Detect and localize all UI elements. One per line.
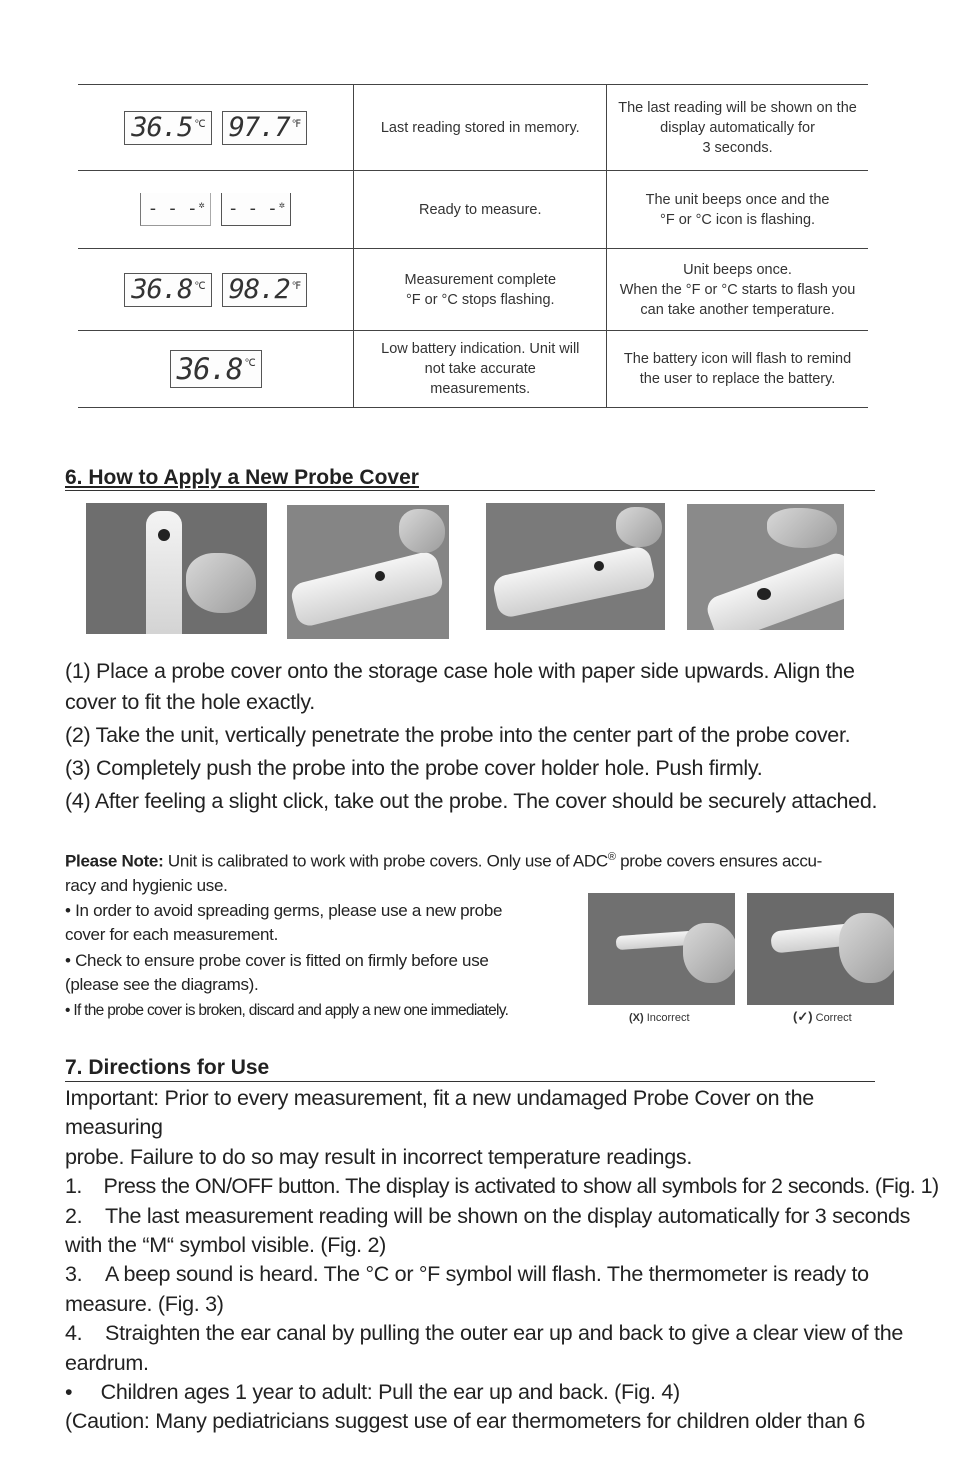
text-line: 3. A beep sound is heard. The °C or °F symbol will flash. The thermometer is ready to	[65, 1262, 869, 1287]
section-heading	[65, 466, 875, 491]
flashing-unit-icon: ✲	[278, 200, 284, 211]
section-heading-text: 7. Directions for Use	[65, 1056, 270, 1079]
detail-line: 3 seconds.	[702, 139, 773, 156]
directions-text	[65, 1084, 939, 1437]
text-line: 4. Straighten the ear canal by pulling the outer ear up and back to give a clear view of the	[65, 1321, 904, 1346]
correct-caption	[793, 1009, 852, 1025]
meaning-text: Last reading stored in memory.	[380, 119, 580, 136]
text-line: 2. The last measurement reading will be shown on the display automatically for 3 seconds	[65, 1203, 911, 1228]
text-line: • Children ages 1 year to adult: Pull the ear up and back. (Fig. 4)	[65, 1380, 680, 1405]
text-line: probe. Failure to do so may result in incorrect temperature readings.	[65, 1144, 692, 1169]
lcd-value: 36.8	[131, 273, 193, 305]
step-text: (1) Place a probe cover onto the storage case hole with paper side upwards. Align the cover to fit the hole exactly.	[65, 659, 855, 714]
caption-text: Correct	[812, 1012, 852, 1024]
text-line: with the “M“ symbol visible. (Fig. 2)	[65, 1233, 387, 1258]
detail-line: The battery icon will flash to remind	[623, 351, 852, 367]
detail-line: can take another temperature.	[640, 301, 835, 318]
lcd-value: 36.8	[176, 352, 243, 386]
detail-line: the user to replace the battery.	[639, 371, 836, 387]
display-symbols-table	[78, 84, 868, 408]
table-row	[78, 249, 868, 331]
probe-cover-step-4-photo	[687, 504, 844, 630]
celsius-icon: ℃	[194, 280, 205, 292]
detail-line: The last reading will be shown on the	[618, 99, 857, 116]
lcd-cell	[78, 171, 354, 249]
note-line: racy and hygienic use.	[65, 875, 228, 895]
check-mark-icon: (✓)	[793, 1009, 813, 1024]
step-text: (4) After feeling a slight click, take out the probe. The cover should be securely attached.	[65, 789, 878, 813]
bullet-line: cover for each measurement.	[65, 925, 278, 944]
table-row	[78, 85, 868, 171]
detail-line: Unit beeps once.	[683, 261, 792, 278]
lcd-display	[124, 111, 211, 145]
lcd-cell	[78, 85, 354, 171]
note-bullets	[65, 898, 565, 1024]
bullet-line: (please see the diagrams).	[65, 975, 259, 994]
bullet-line: • If the probe cover is broken, discard and apply a new one immediately.	[65, 1002, 509, 1019]
lcd-value: 97.7	[228, 111, 290, 143]
section-heading	[65, 1056, 875, 1082]
text-line: Important: Prior to every measurement, fit a new undamaged Probe Cover on the measuring	[65, 1086, 814, 1140]
lcd-display	[124, 273, 211, 307]
text-line: (Caution: Many pediatricians suggest use of ear thermometers for children older than 6	[65, 1409, 865, 1434]
meaning-line: Measurement complete	[404, 271, 557, 288]
detail-line: When the °F or °C starts to flash you	[619, 281, 856, 298]
meaning-line: Low battery indication. Unit will	[381, 341, 580, 357]
meaning-line: measurements.	[430, 381, 531, 397]
detail-line: display automatically for	[660, 119, 815, 136]
section-heading-text: 6. How to Apply a New Probe Cover	[65, 466, 419, 489]
lcd-display	[222, 273, 308, 307]
detail-cell	[607, 331, 868, 408]
incorrect-caption	[629, 1012, 690, 1024]
note-label: Please Note:	[65, 851, 164, 871]
lcd-value: - - -	[147, 198, 197, 219]
lcd-value: 98.2	[228, 273, 290, 305]
lcd-display	[170, 350, 262, 388]
meaning-text: Ready to measure.	[419, 201, 542, 218]
table-row	[78, 331, 868, 408]
lcd-cell	[78, 331, 354, 408]
text-line: eardrum.	[65, 1350, 149, 1375]
text-line: measure. (Fig. 3)	[65, 1291, 224, 1316]
detail-line: °F or °C icon is flashing.	[660, 211, 816, 228]
detail-cell	[607, 171, 868, 249]
lcd-value: - - -	[227, 198, 277, 219]
correct-fit-photo	[747, 893, 894, 1005]
lcd-cell	[78, 249, 354, 331]
table-row	[78, 171, 868, 249]
detail-cell	[607, 85, 868, 171]
caption-text: Incorrect	[643, 1012, 690, 1024]
bullet-line: • Check to ensure probe cover is fitted on firmly before use	[65, 951, 489, 970]
probe-cover-step-1-photo	[86, 503, 267, 634]
meaning-cell	[354, 85, 607, 171]
meaning-cell	[354, 171, 607, 249]
bullet-line: • In order to avoid spreading germs, please use a new probe	[65, 901, 503, 920]
detail-line: The unit beeps once and the	[645, 191, 830, 208]
probe-cover-step-2-photo	[287, 505, 449, 639]
step-text: (3) Completely push the probe into the probe cover holder hole. Push firmly.	[65, 756, 763, 780]
lcd-display	[222, 111, 308, 145]
detail-cell	[607, 249, 868, 331]
flashing-unit-icon: ✲	[198, 200, 204, 211]
incorrect-mark-icon: (X)	[629, 1012, 644, 1024]
please-note	[65, 844, 895, 899]
fahrenheit-icon: ℉	[291, 118, 301, 130]
note-line	[65, 844, 895, 875]
note-text: Unit is calibrated to work with probe covers. Only use of ADC	[163, 851, 608, 871]
fahrenheit-icon: ℉	[291, 280, 301, 292]
meaning-line: °F or °C stops flashing.	[405, 291, 555, 308]
text-line: 1. Press the ON/OFF button. The display is activated to show all symbols for 2 seconds. (Fig. 1)	[65, 1174, 939, 1199]
note-text: probe covers ensures accu-	[615, 851, 823, 871]
lcd-display	[221, 193, 291, 226]
probe-cover-step-3-photo	[486, 503, 665, 630]
meaning-cell	[354, 249, 607, 331]
celsius-icon: ℃	[244, 358, 255, 369]
meaning-line: not take accurate	[424, 361, 536, 377]
lcd-display	[140, 193, 210, 226]
registered-mark: ®	[607, 851, 616, 863]
celsius-icon: ℃	[194, 118, 205, 130]
lcd-value: 36.5	[131, 111, 193, 143]
step-text: (2) Take the unit, vertically penetrate the probe into the center part of the probe cover.	[65, 723, 851, 747]
incorrect-fit-photo	[588, 893, 735, 1005]
probe-cover-steps	[65, 656, 890, 817]
meaning-cell	[354, 331, 607, 408]
